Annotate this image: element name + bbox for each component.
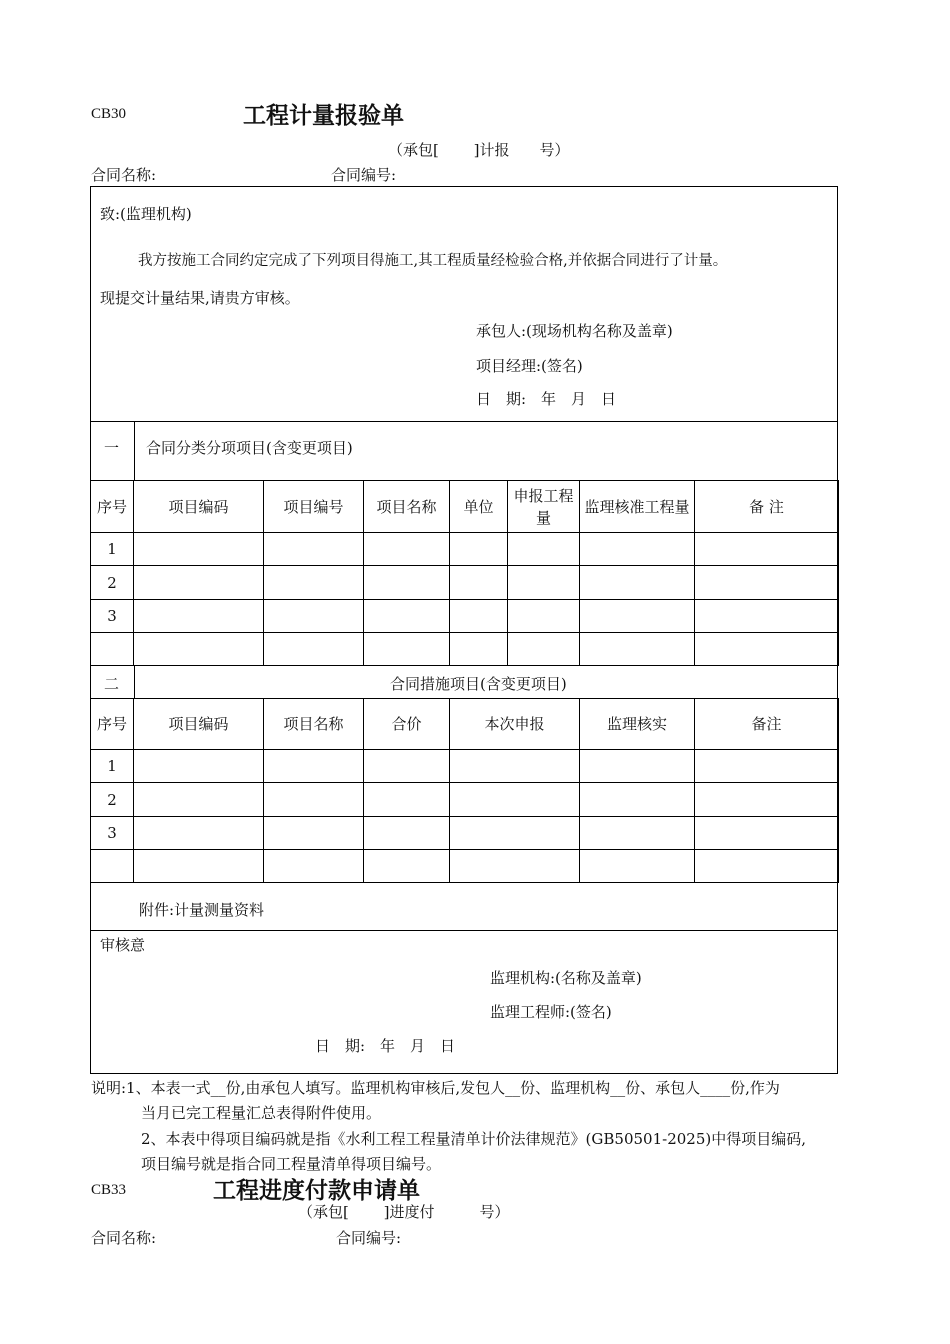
header-cell: 单位 <box>450 481 508 533</box>
header-cell: 项目名称 <box>264 699 364 750</box>
form-title: 工程计量报验单 <box>243 103 404 129</box>
header-cell: 本次申报 <box>450 699 580 750</box>
contract-number-label: 合同编号: <box>336 1229 402 1247</box>
table-row <box>91 817 839 850</box>
table-cell[interactable] <box>695 783 839 817</box>
table-cell[interactable] <box>695 533 839 566</box>
row-number <box>91 633 134 666</box>
table-cell[interactable] <box>134 600 264 633</box>
table-cell[interactable] <box>364 850 450 883</box>
table-cell[interactable] <box>580 783 695 817</box>
table-cell[interactable] <box>364 533 450 566</box>
table-cell[interactable] <box>264 850 364 883</box>
note-line-4: 项目编号就是指合同工程量清单得项目编号。 <box>141 1155 442 1173</box>
contract-name-label: 合同名称: <box>91 1229 157 1247</box>
review-opinion-label: 审核意 <box>100 936 146 954</box>
table-cell[interactable] <box>580 750 695 783</box>
table-cell[interactable] <box>450 783 580 817</box>
table-cell[interactable] <box>695 817 839 850</box>
form-subtitle: （承包[ ]进度付 号） <box>298 1203 510 1221</box>
table-cell[interactable] <box>134 533 264 566</box>
header-cell: 备注 <box>695 699 839 750</box>
row-number <box>91 850 134 883</box>
row-number: 3 <box>91 600 134 633</box>
table-header-row <box>91 481 839 533</box>
table-cell[interactable] <box>134 633 264 666</box>
table-cell[interactable] <box>450 600 508 633</box>
header-cell: 项目编码 <box>134 699 264 750</box>
table-header-row <box>91 699 839 750</box>
table-cell[interactable] <box>134 850 264 883</box>
table-cell[interactable] <box>580 533 695 566</box>
body-text-line-1: 我方按施工合同约定完成了下列项目得施工,其工程质量经检验合格,并依据合同进行了计量。 <box>138 253 728 269</box>
body-text-line-2: 现提交计量结果,请贵方审核。 <box>100 289 300 307</box>
header-cell: 项目名称 <box>364 481 450 533</box>
table-cell[interactable] <box>450 850 580 883</box>
supervisor-organization-line: 监理机构:(名称及盖章) <box>490 969 642 987</box>
row-number: 1 <box>91 533 134 566</box>
date-line: 日 期: 年 月 日 <box>476 390 617 408</box>
header-cell: 备 注 <box>695 481 839 533</box>
table-row <box>91 600 839 633</box>
divider <box>134 421 135 480</box>
table-cell[interactable] <box>134 750 264 783</box>
divider <box>90 930 838 931</box>
table-cell[interactable] <box>264 533 364 566</box>
supervisor-engineer-line: 监理工程师:(签名) <box>490 1003 612 1021</box>
form-title: 工程进度付款申请单 <box>213 1178 420 1204</box>
table-row <box>91 783 839 817</box>
row-number: 2 <box>91 783 134 817</box>
table-cell[interactable] <box>264 783 364 817</box>
table-cell[interactable] <box>450 533 508 566</box>
table-cell[interactable] <box>450 633 508 666</box>
table-cell[interactable] <box>134 817 264 850</box>
divider <box>134 665 135 698</box>
section-2-title: 合同措施项目(含变更项目) <box>390 675 567 693</box>
table-row <box>91 750 839 783</box>
header-cell: 序号 <box>91 699 134 750</box>
table-cell[interactable] <box>364 566 450 600</box>
recipient-line: 致:(监理机构) <box>100 205 192 223</box>
section-1-table <box>90 480 839 666</box>
table-cell[interactable] <box>450 817 580 850</box>
table-cell[interactable] <box>264 633 364 666</box>
divider <box>90 421 838 422</box>
form-code: CB33 <box>91 1182 127 1198</box>
table-cell[interactable] <box>264 566 364 600</box>
table-cell[interactable] <box>364 600 450 633</box>
table-row <box>91 850 839 883</box>
row-number: 2 <box>91 566 134 600</box>
header-cell: 申报工程量 <box>508 481 580 533</box>
table-cell[interactable] <box>580 633 695 666</box>
section-1-title: 合同分类分项项目(含变更项目) <box>146 439 353 457</box>
table-cell[interactable] <box>580 566 695 600</box>
contractor-signature-line: 承包人:(现场机构名称及盖章) <box>476 322 673 340</box>
table-cell[interactable] <box>450 566 508 600</box>
table-cell[interactable] <box>450 750 580 783</box>
table-row <box>91 533 839 566</box>
table-cell[interactable] <box>364 817 450 850</box>
table-cell[interactable] <box>134 566 264 600</box>
table-cell[interactable] <box>508 533 580 566</box>
table-cell[interactable] <box>695 566 839 600</box>
form-code: CB30 <box>91 106 127 122</box>
row-number: 1 <box>91 750 134 783</box>
review-date-line: 日 期: 年 月 日 <box>315 1037 456 1055</box>
note-line-1: 说明:1、本表一式__份,由承包人填写。监理机构审核后,发包人__份、监理机构__份、承包人____份,作为 <box>91 1079 780 1097</box>
table-cell[interactable] <box>580 600 695 633</box>
table-cell[interactable] <box>695 850 839 883</box>
header-cell: 序号 <box>91 481 134 533</box>
table-cell[interactable] <box>695 600 839 633</box>
table-cell[interactable] <box>695 750 839 783</box>
table-cell[interactable] <box>264 750 364 783</box>
table-cell[interactable] <box>134 783 264 817</box>
table-cell[interactable] <box>580 817 695 850</box>
table-cell[interactable] <box>364 750 450 783</box>
table-cell[interactable] <box>508 566 580 600</box>
table-cell[interactable] <box>364 633 450 666</box>
contract-number-label: 合同编号: <box>331 166 397 184</box>
table-cell[interactable] <box>508 633 580 666</box>
table-cell[interactable] <box>364 783 450 817</box>
project-manager-signature-line: 项目经理:(签名) <box>476 357 583 375</box>
table-cell[interactable] <box>264 817 364 850</box>
section-2-table <box>90 698 839 883</box>
form-subtitle: （承包[ ]计报 号） <box>388 141 570 159</box>
table-row <box>91 633 839 666</box>
header-cell: 合价 <box>364 699 450 750</box>
note-line-3: 2、本表中得项目编码就是指《水利工程工程量清单计价法律规范》(GB50501-2025)中得项目编码, <box>141 1130 806 1148</box>
header-cell: 项目编号 <box>264 481 364 533</box>
table-cell[interactable] <box>695 633 839 666</box>
table-cell[interactable] <box>264 600 364 633</box>
header-cell: 监理核准工程量 <box>580 481 695 533</box>
table-cell[interactable] <box>508 600 580 633</box>
attachment-line: 附件:计量测量资料 <box>139 901 265 919</box>
row-number: 3 <box>91 817 134 850</box>
header-cell: 项目编码 <box>134 481 264 533</box>
note-line-2: 当月已完工程量汇总表得附件使用。 <box>141 1104 382 1122</box>
table-row <box>91 566 839 600</box>
section-2-index: 二 <box>104 675 120 693</box>
header-cell: 监理核实 <box>580 699 695 750</box>
contract-name-label: 合同名称: <box>91 166 157 184</box>
section-1-index: 一 <box>104 439 120 457</box>
table-cell[interactable] <box>580 850 695 883</box>
